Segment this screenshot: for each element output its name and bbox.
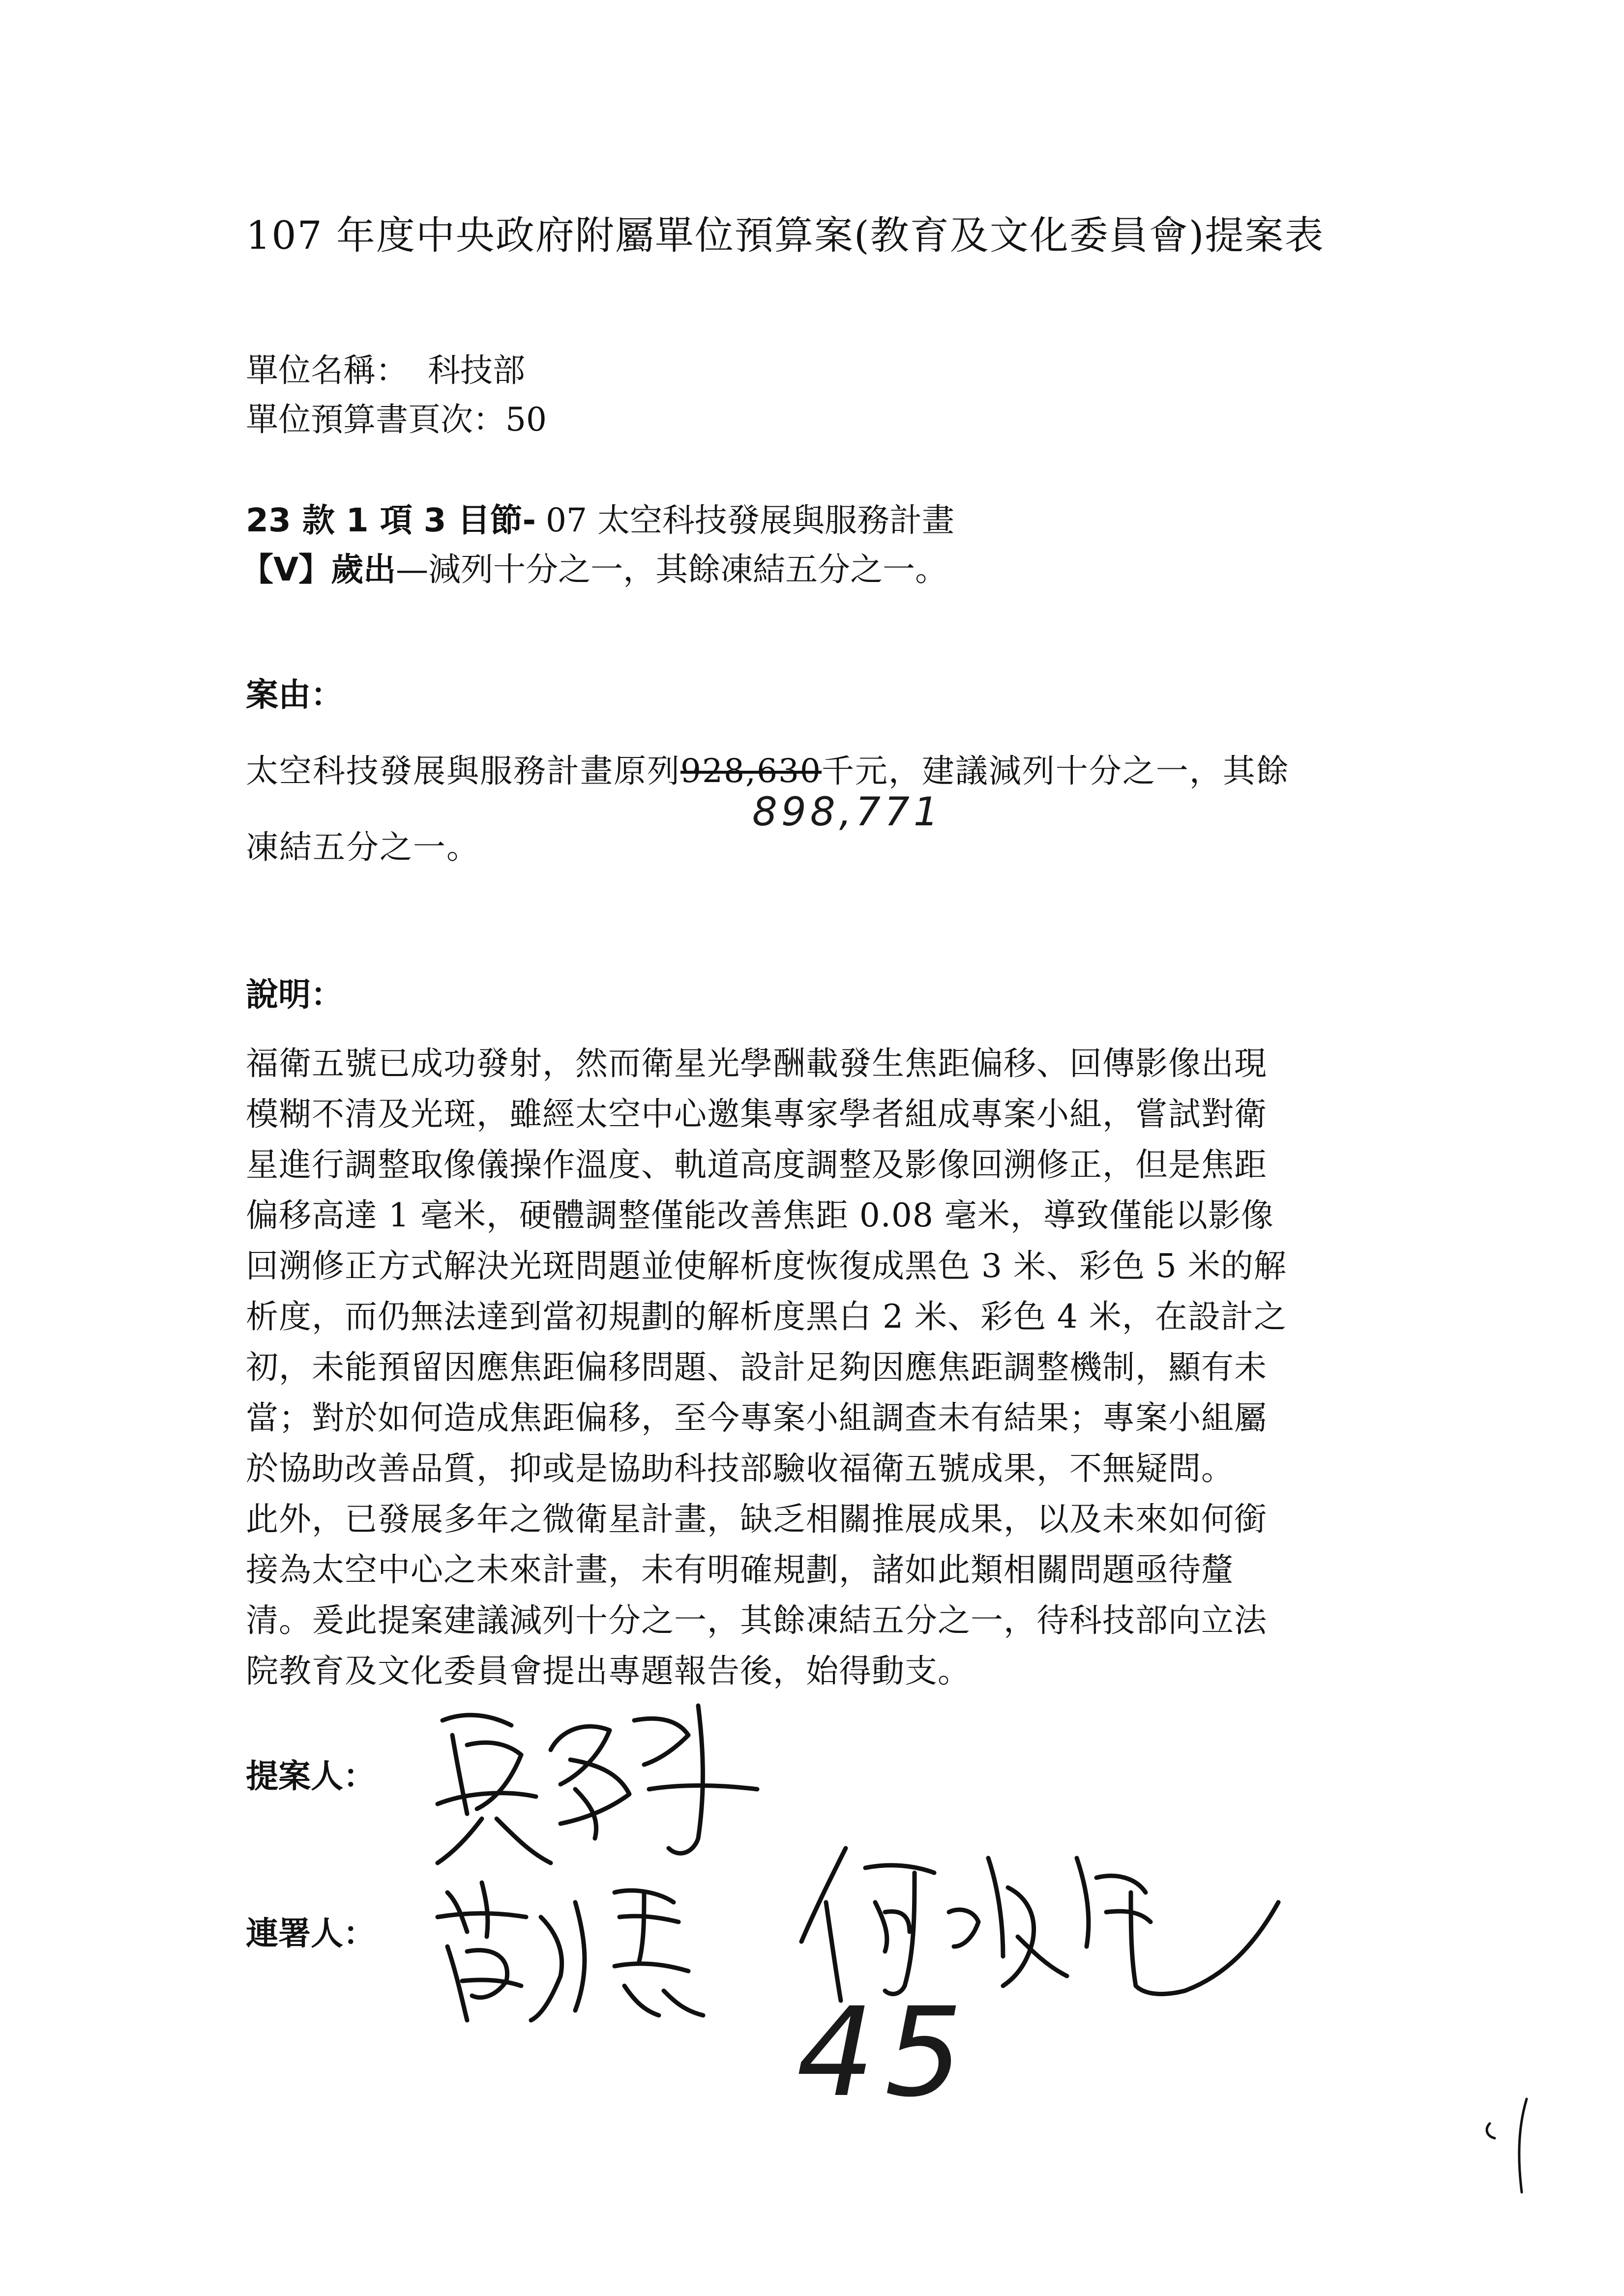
handwritten-amount: 898,771	[752, 789, 943, 835]
explanation-line: 模糊不清及光斑，雖經太空中心邀集專家學者組成專案小組，嘗試對衛	[246, 1095, 1267, 1133]
explanation-line: 偏移高達 1 毫米，硬體調整僅能改善焦距 0.08 毫米，導致僅能以影像	[246, 1196, 1274, 1234]
explanation-line: 清。爰此提案建議減列十分之一，其餘凍結五分之一，待科技部向立法	[246, 1601, 1267, 1639]
explanation-line: 於協助改善品質，抑或是協助科技部驗收福衛五號成果，不無疑問。	[246, 1450, 1234, 1487]
reason-line-2: 凍結五分之一。	[246, 828, 480, 866]
unit-page-row	[246, 393, 547, 440]
explanation-line: 回溯修正方式解決光斑問題並使解析度恢復成黑色 3 米、彩色 5 米的解	[246, 1247, 1287, 1285]
struck-amount: 928,630	[680, 752, 822, 790]
explanation-line: 接為太空中心之未來計畫，未有明確規劃，諸如此類相關問題亟待釐	[246, 1551, 1234, 1589]
section-code-row	[246, 494, 954, 541]
cosigner-label: 連署人：	[246, 1915, 376, 1952]
proposer-signature	[423, 1691, 767, 1873]
section-action-row	[241, 543, 947, 590]
explanation-line: 析度，而仍無法達到當初規劃的解析度黑白 2 米、彩色 4 米，在設計之	[246, 1298, 1287, 1336]
unit-name-row	[246, 344, 525, 391]
reason-line-1	[246, 745, 1290, 791]
explanation-line: 院教育及文化委員會提出專題報告後，始得動支。	[246, 1652, 971, 1690]
explanation-line: 當；對於如何造成焦距偏移，至今專案小組調查未有結果；專案小組屬	[246, 1399, 1267, 1437]
section-marker: 【V】	[241, 551, 331, 588]
section-action: —減列十分之一，其餘凍結五分之一。	[396, 551, 948, 588]
reason-line1-post: 千元，建議減列十分之一，其餘	[821, 752, 1290, 790]
section-type: 歲出	[331, 551, 396, 588]
explanation-line: 星進行調整取像儀操作溫度、軌道高度調整及影像回溯修正，但是焦距	[246, 1146, 1267, 1184]
explanation-line: 初，未能預留因應焦距偏移問題、設計足夠因應焦距調整機制，顯有未	[246, 1348, 1267, 1386]
unit-page-value: 50	[505, 401, 547, 438]
section-plan: 07 太空科技發展與服務計畫	[545, 501, 954, 539]
unit-name-value: 科技部	[428, 351, 525, 389]
explanation-line: 此外，已發展多年之微衛星計畫，缺乏相關推展成果，以及未來如何銜	[246, 1500, 1267, 1538]
section-code: 23 款 1 項 3 目節-	[246, 501, 536, 539]
explanation-line: 福衛五號已成功發射，然而衛星光學酬載發生焦距偏移、回傳影像出現	[246, 1045, 1267, 1082]
margin-mark-icon	[1480, 2094, 1534, 2197]
cosigner-signature-1	[428, 1873, 723, 2030]
page-number: 45	[797, 1981, 973, 2124]
document-title: 107 年度中央政府附屬單位預算案(教育及文化委員會)提案表	[246, 213, 1325, 258]
explanation-heading: 說明：	[246, 976, 343, 1014]
reason-line1-pre: 太空科技發展與服務計畫原列	[246, 752, 680, 790]
reason-heading: 案由：	[246, 676, 343, 714]
unit-page-label: 單位預算書頁次：	[246, 401, 505, 438]
proposer-label: 提案人：	[246, 1757, 376, 1795]
unit-name-label: 單位名稱：	[246, 351, 408, 389]
